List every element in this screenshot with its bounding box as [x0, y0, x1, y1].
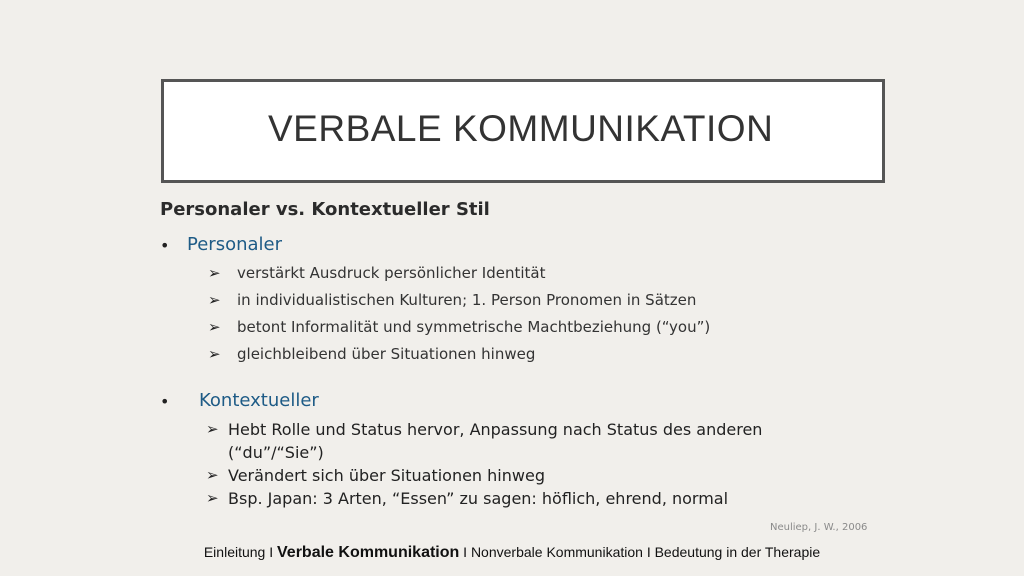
list-item: betont Informalität und symmetrische Machtbeziehung (“you”) — [237, 318, 711, 336]
list-item: in individualistischen Kulturen; 1. Person Pronomen in Sätzen — [237, 291, 697, 309]
list-item: Bsp. Japan: 3 Arten, “Essen” zu sagen: höflich, ehrend, normal — [228, 489, 729, 508]
title-box — [161, 79, 885, 183]
bullet-dot-icon: • — [160, 236, 170, 255]
section-personaler-label: Personaler — [187, 234, 282, 255]
footer-item-rest: I Nonverbale Kommunikation I Bedeutung in der Therapie — [463, 544, 821, 560]
list-item: Hebt Rolle und Status hervor, Anpassung nach Status des anderen — [228, 420, 763, 439]
slide-subtitle: Personaler vs. Kontextueller Stil — [160, 199, 490, 220]
bullet-dot-icon: • — [160, 392, 170, 411]
arrow-bullet-icon: ➢ — [208, 345, 221, 363]
slide-title: VERBALE KOMMUNIKATION — [268, 108, 774, 149]
arrow-bullet-icon: ➢ — [206, 420, 219, 438]
list-item: gleichbleibend über Situationen hinweg — [237, 345, 536, 363]
footer-item-verbale-active: Verbale Kommunikation — [277, 544, 460, 561]
arrow-bullet-icon: ➢ — [208, 264, 221, 282]
footer-navigation — [0, 544, 1024, 562]
citation: Neuliep, J. W., 2006 — [770, 522, 868, 533]
list-item: Verändert sich über Situationen hinweg — [228, 466, 545, 485]
arrow-bullet-icon: ➢ — [206, 489, 219, 507]
section-kontextueller-label: Kontextueller — [199, 390, 319, 411]
arrow-bullet-icon: ➢ — [206, 466, 219, 484]
arrow-bullet-icon: ➢ — [208, 291, 221, 309]
list-item-continuation: (“du”/“Sie”) — [228, 443, 324, 462]
footer-item-einleitung: Einleitung I — [203, 544, 274, 560]
list-item: verstärkt Ausdruck persönlicher Identität — [237, 264, 546, 282]
arrow-bullet-icon: ➢ — [208, 318, 221, 336]
